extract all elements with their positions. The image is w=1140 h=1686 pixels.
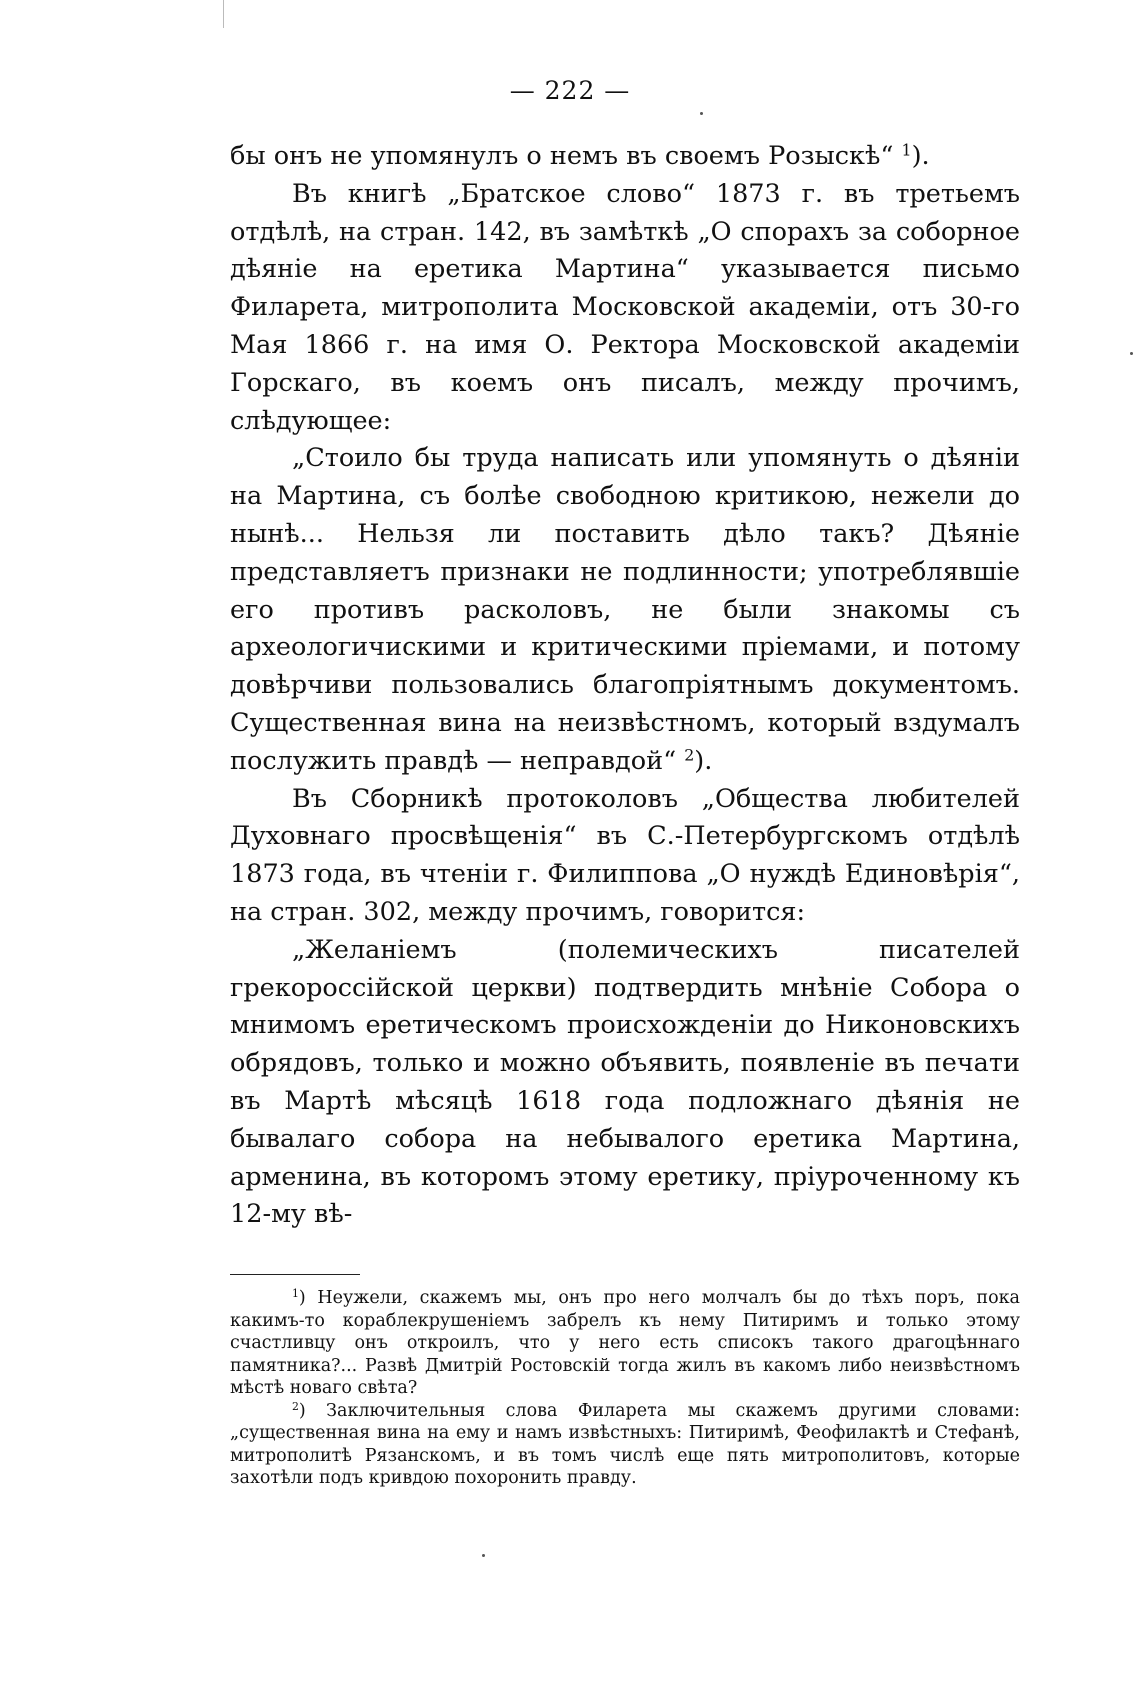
paragraph [230, 781, 1020, 932]
paragraph [230, 138, 1020, 176]
paragraph-text: бы онъ не упомянулъ о немъ въ своемъ Розыскѣ“ [230, 141, 902, 171]
footnote-ref: 1 [901, 140, 912, 160]
scan-speck [700, 112, 703, 115]
footnote-mark: 1 [292, 1287, 299, 1301]
quote-paragraph [230, 932, 1020, 1234]
footnote-text: ) Заключительныя слова Филарета мы скажемъ другими словами: „существенная вина на ему и намъ извѣстныхъ: Питиримѣ, Феофилактѣ и Стефанѣ, митрополитѣ Рязанскомъ, и въ томъ числѣ еще пять митрополитовъ, которые захотѣли подъ кривдою похоронить правду. [230, 1400, 1020, 1488]
footnote-divider [230, 1274, 360, 1275]
scan-speck [1130, 352, 1133, 355]
paragraph-tail: ). [911, 141, 930, 171]
footnotes [230, 1287, 1020, 1490]
footnote [230, 1400, 1020, 1490]
page-number: — 222 — [509, 76, 631, 105]
main-text [230, 138, 1020, 1234]
footnote-ref: 2 [684, 745, 695, 765]
footnote [230, 1287, 1020, 1400]
paragraph [230, 176, 1020, 441]
footnote-text: ) Неужели, скажемъ мы, онъ про него молчалъ бы до тѣхъ поръ, пока какимъ-то кораблекрушеніемъ забрелъ къ нему Питиримъ и только этому счастливцу онъ откроилъ, что у него есть списокъ такого драгоцѣннаго памятника?... Развѣ Дмитрій Ростовскій тогда жилъ въ какомъ либо неизвѣстномъ мѣстѣ новаго свѣта? [230, 1288, 1020, 1398]
paragraph-text: Въ Сборникѣ протоколовъ „Общества любителей Духовнаго просвѣщенія“ въ С.-Петербургскомъ отдѣлѣ 1873 года, въ чтеніи г. Филиппова „О нуждѣ Единовѣрія“, на стран. 302, между прочимъ, говорится: [230, 783, 1020, 927]
quote-paragraph [230, 440, 1020, 780]
footnote-mark: 2 [292, 1399, 299, 1413]
paragraph-text: „Стоило бы труда написать или упомянуть о дѣяніи на Мартина, съ болѣе свободною критикою, нежели до нынѣ... Нельзя ли поставить дѣло такъ? Дѣяніе представляетъ признаки не подлинности; употреблявшіе его противъ расколовъ, не были знакомы съ археологичискими и критическими пріемами, и потому довѣрчиви пользовались благопріятнымъ документомъ. Существенная вина на неизвѣстномъ, который вздумалъ послужить правдѣ — неправдой“ [230, 443, 1020, 776]
paragraph-tail: ). [694, 745, 713, 776]
paragraph-text: Въ книгѣ „Братское слово“ 1873 г. въ третьемъ отдѣлѣ, на стран. 142, въ замѣткѣ „О спорахъ за соборное дѣяніе на еретика Мартина“ указывается письмо Филарета, митрополита Московской академіи, отъ 30-го Мая 1866 г. на имя О. Ректора Московской академіи Горскаго, въ коемъ онъ писалъ, между прочимъ, слѣдующее: [230, 178, 1020, 436]
scan-gutter-mark [223, 0, 224, 28]
scan-speck [482, 1554, 485, 1557]
paragraph-text: „Желаніемъ (полемическихъ писателей грекороссійской церкви) подтвердить мнѣніе Собора о мнимомъ еретическомъ происхожденіи до Никоновскихъ обрядовъ, только и можно объявить, появленіе въ печати въ Мартѣ мѣсяцѣ 1618 года подложнаго дѣянія не бывалаго собора на небывалого еретика Мартина, арменина, въ которомъ этому еретику, пріуроченному къ 12-му вѣ- [230, 934, 1020, 1230]
